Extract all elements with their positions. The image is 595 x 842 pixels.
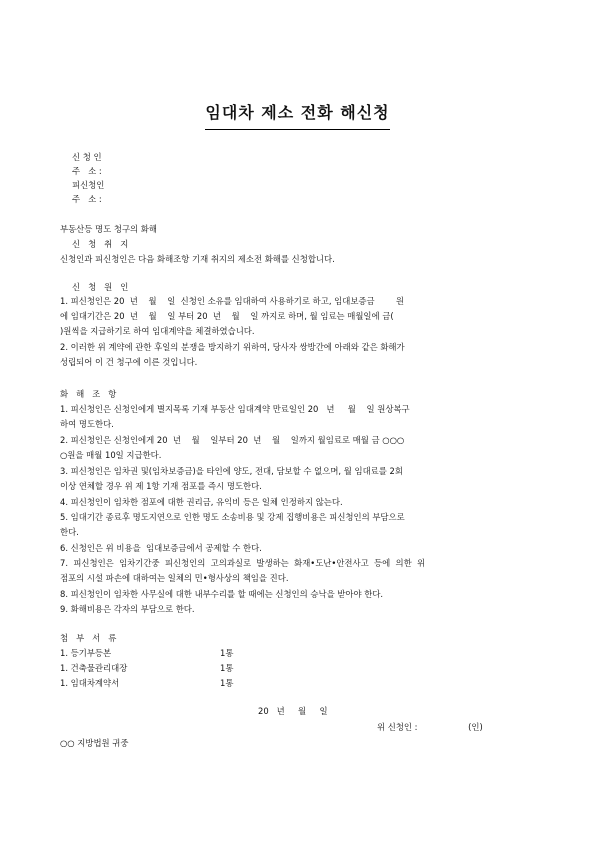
terms-line: 2. 피신청인은 신청인에게 20 년 월 일부터 20 년 월 일까지 월임료로 매월 금 ○○○: [60, 435, 405, 445]
date-line: 20 년 월 일: [258, 706, 328, 716]
attachment-name: 1. 등기부등본: [60, 648, 112, 658]
terms-line: 점포의 시설 파손에 대하여는 일체의 민•형사상의 책임을 진다.: [60, 573, 289, 583]
terms-line: 6. 신청인은 위 비용을 임대보증금에서 공제할 수 한다.: [60, 543, 262, 553]
terms-line: 4. 피신청인이 임차한 점포에 대한 권리금, 유익비 등은 일체 인정하지 않는다.: [60, 497, 343, 507]
applicant-address-label: 주 소 :: [72, 166, 102, 176]
terms-line: 이상 연체할 경우 위 제 1항 기재 점포를 즉시 명도한다.: [60, 481, 262, 491]
terms-line: 7. 피신청인은 임차기간중 피신청인의 고의과실로 발생하는 화재•도난•안전사고 등에 의한 위: [60, 558, 426, 568]
respondent-label: 피신청인: [72, 180, 105, 190]
terms-line: 하여 명도한다.: [60, 419, 114, 429]
court-line: ○○ 지방법원 귀중: [60, 738, 129, 748]
subject-line: 부동산등 명도 청구의 화해: [60, 224, 157, 234]
terms-line: 1. 피신청인은 신청인에게 별지목록 기재 부동산 임대계약 만료일인 20 년 월 일 원상복구: [60, 404, 410, 414]
cause-line: 2. 이러한 위 계약에 관한 후일의 분쟁을 방지하기 위하여, 당사자 쌍방간에 아래와 같은 화해가: [60, 342, 405, 352]
applicant-label: 신 청 인: [72, 152, 102, 162]
terms-line: 8. 피신청인이 임차한 사무실에 대한 내부수리를 할 때에는 신청인의 승낙을 받아야 한다.: [60, 589, 384, 599]
cause-heading: 신 청 원 인: [72, 282, 129, 292]
terms-line: 5. 임대기간 종료후 명도지연으로 인한 명도 소송비용 및 강제 집행비용은 피신청인의 부담으로: [60, 512, 405, 522]
attachment-count: 1통: [220, 663, 234, 673]
cause-line: )원씩을 지급하기로 하여 임대계약을 체결하였습니다.: [60, 326, 255, 336]
respondent-address-label: 주 소 :: [72, 194, 102, 204]
attachment-count: 1통: [220, 648, 234, 658]
signature-line: 위 신청인 : (인): [377, 722, 483, 732]
attachment-name: 1. 건축물관리대장: [60, 663, 128, 673]
attachments-heading: 첨 부 서 류: [60, 633, 117, 643]
terms-line: 3. 피신청인은 임차권 및(임차보증금)을 타인에 양도, 전대, 담보할 수 없으며, 월 임대료를 2회: [60, 466, 403, 476]
terms-line: 9. 화해비용은 각자의 부담으로 한다.: [60, 604, 195, 614]
cause-line: 1. 피신청인은 20 년 월 일 신청인 소유를 임대하여 사용하기로 하고, 임대보증금 원: [60, 296, 404, 306]
purpose-text: 신청인과 피신청인은 다음 화해조항 기재 취지의 제소전 화해를 신청합니다.: [60, 254, 335, 264]
attachment-count: 1통: [220, 678, 234, 688]
attachment-name: 1. 임대차계약서: [60, 678, 120, 688]
cause-line: 성립되어 이 건 청구에 이른 것입니다.: [60, 357, 198, 367]
terms-heading: 화 해 조 항: [60, 389, 117, 399]
cause-line: 에 임대기간은 20 년 월 일 부터 20 년 월 일 까지로 하며, 월 임료는 매월일에 금(: [60, 311, 394, 321]
terms-line: 한다.: [60, 527, 79, 537]
purpose-heading: 신 청 취 지: [72, 239, 129, 249]
terms-line: ○원을 매월 10일 지급한다.: [60, 450, 162, 460]
document-title: 임대차 제소 전화 해신청: [205, 100, 390, 130]
